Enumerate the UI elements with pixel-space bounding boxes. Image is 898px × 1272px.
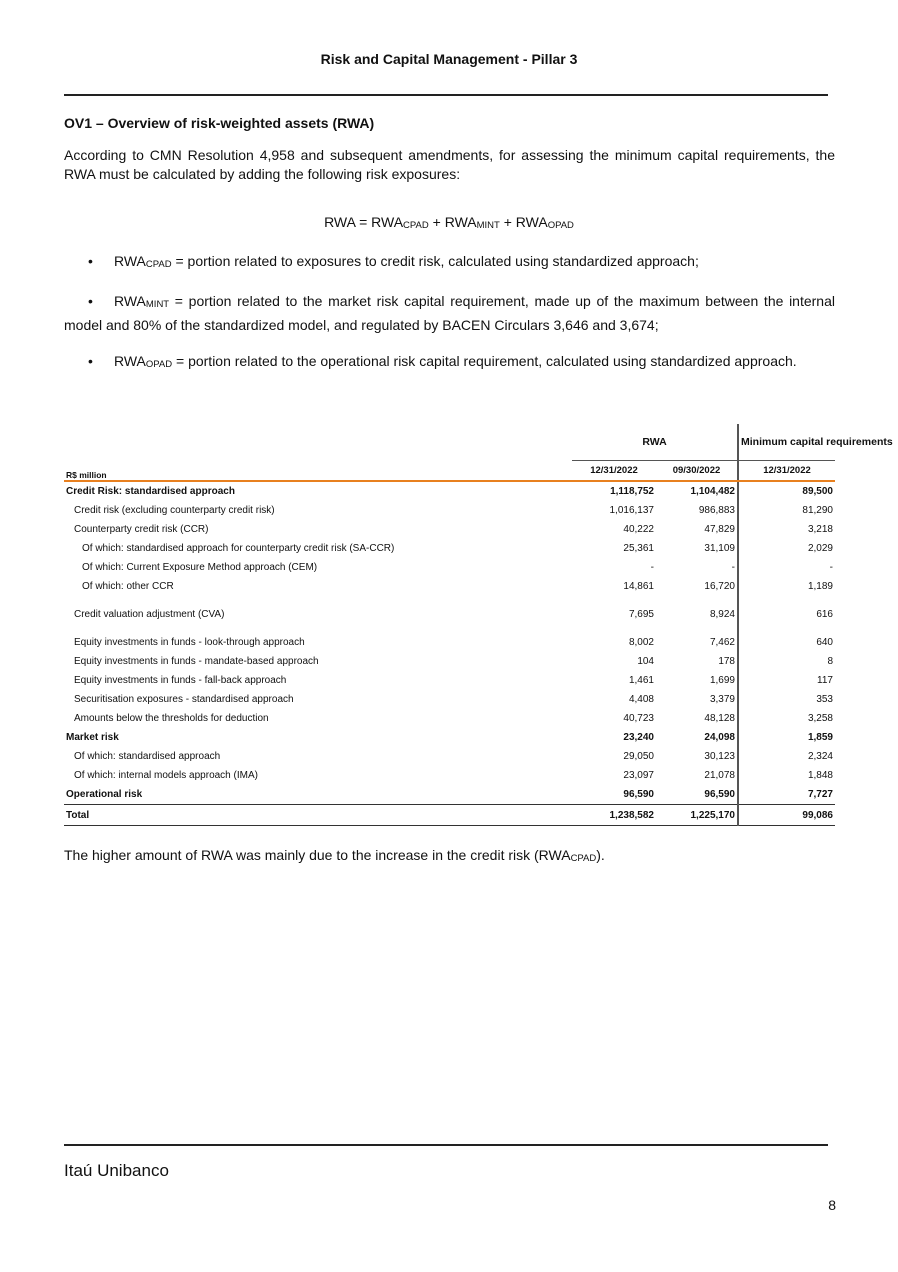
footer-rule: [64, 1144, 828, 1146]
spacer-row: [64, 624, 835, 633]
spacer-row: [64, 596, 835, 605]
bullet-rwa-opad: • $RWA_{OPAD}$ = portion related to the operational risk capital requirement, calculated using standardized approach.: [88, 353, 797, 370]
page-header-title: Risk and Capital Management - Pillar 3: [320, 51, 578, 67]
table-row: Securitisation exposures - standardised approach 4,408 3,379 353: [64, 690, 835, 709]
table-row: Credit Risk: standardised approach 1,118,752 1,104,482 89,500: [64, 481, 835, 501]
rwa-group-header: RWA: [572, 424, 738, 461]
table-row: Of which: standardised approach 29,050 30,123 2,324: [64, 747, 835, 766]
bullet-rwa-cpad: • $RWA_{CPAD}$ = portion related to exposures to credit risk, calculated using standardized approach;: [88, 253, 699, 270]
date-col-3: 12/31/2022: [738, 461, 835, 482]
bullet-rwa-mint: • $RWA_{MINT}$ = portion related to the market risk capital requirement, made up of the maximum between the internal model and 80% of the standardized model, and regulated by BACEN Circulars 3,646 and 3,674;: [64, 293, 835, 333]
table-row: Operational risk 96,590 96,590 7,727: [64, 785, 835, 805]
table-row: Of which: standardised approach for counterparty credit risk (SA-CCR) 25,361 31,109 2,029: [64, 539, 835, 558]
bullet-icon: •: [88, 253, 93, 269]
min-capital-header: Minimum capital requirements: [738, 424, 835, 461]
table-row: Amounts below the thresholds for deduction 40,723 48,128 3,258: [64, 709, 835, 728]
page-number: 8: [828, 1197, 836, 1213]
table-row: Of which: other CCR 14,861 16,720 1,189: [64, 577, 835, 596]
table-row: Of which: Current Exposure Method approach (CEM) - - -: [64, 558, 835, 577]
table-row: Market risk 23,240 24,098 1,859: [64, 728, 835, 747]
table-row: Of which: internal models approach (IMA) 23,097 21,078 1,848: [64, 766, 835, 785]
table-row: Credit risk (excluding counterparty credit risk) 1,016,137 986,883 81,290: [64, 501, 835, 520]
footer-brand: Itaú Unibanco: [64, 1161, 169, 1180]
table-row: Equity investments in funds - look-through approach 8,002 7,462 640: [64, 633, 835, 652]
table-row: Counterparty credit risk (CCR) 40,222 47,829 3,218: [64, 520, 835, 539]
table-row: Equity investments in funds - fall-back approach 1,461 1,699 117: [64, 671, 835, 690]
intro-paragraph: According to CMN Resolution 4,958 and subsequent amendments, for assessing the minimum capital requirements, the RWA must be calculated by adding the following risk exposures:: [64, 147, 835, 182]
unit-label: R$ million: [64, 461, 572, 482]
bullet-icon: •: [88, 293, 93, 309]
section-title: OV1 – Overview of risk-weighted assets (RWA): [64, 115, 375, 131]
bullet-icon: •: [88, 353, 93, 369]
total-row: Total 1,238,582 1,225,170 99,086: [64, 805, 835, 826]
date-col-2: 09/30/2022: [656, 461, 738, 482]
rwa-formula: RWA = $RWA_{CPAD} + RWA_{MINT} + RWA_{OPAD}$: [324, 214, 574, 231]
table-row: Equity investments in funds - mandate-based approach 104 178 8: [64, 652, 835, 671]
conclusion-paragraph: The higher amount of RWA was mainly due to the increase in the credit risk $(RWA_{CPAD})$.: [64, 847, 605, 864]
date-col-1: 12/31/2022: [572, 461, 656, 482]
ov1-rwa-table: [64, 424, 893, 826]
header-rule: [64, 94, 828, 96]
table-row: Credit valuation adjustment (CVA) 7,695 8,924 616: [64, 605, 835, 624]
